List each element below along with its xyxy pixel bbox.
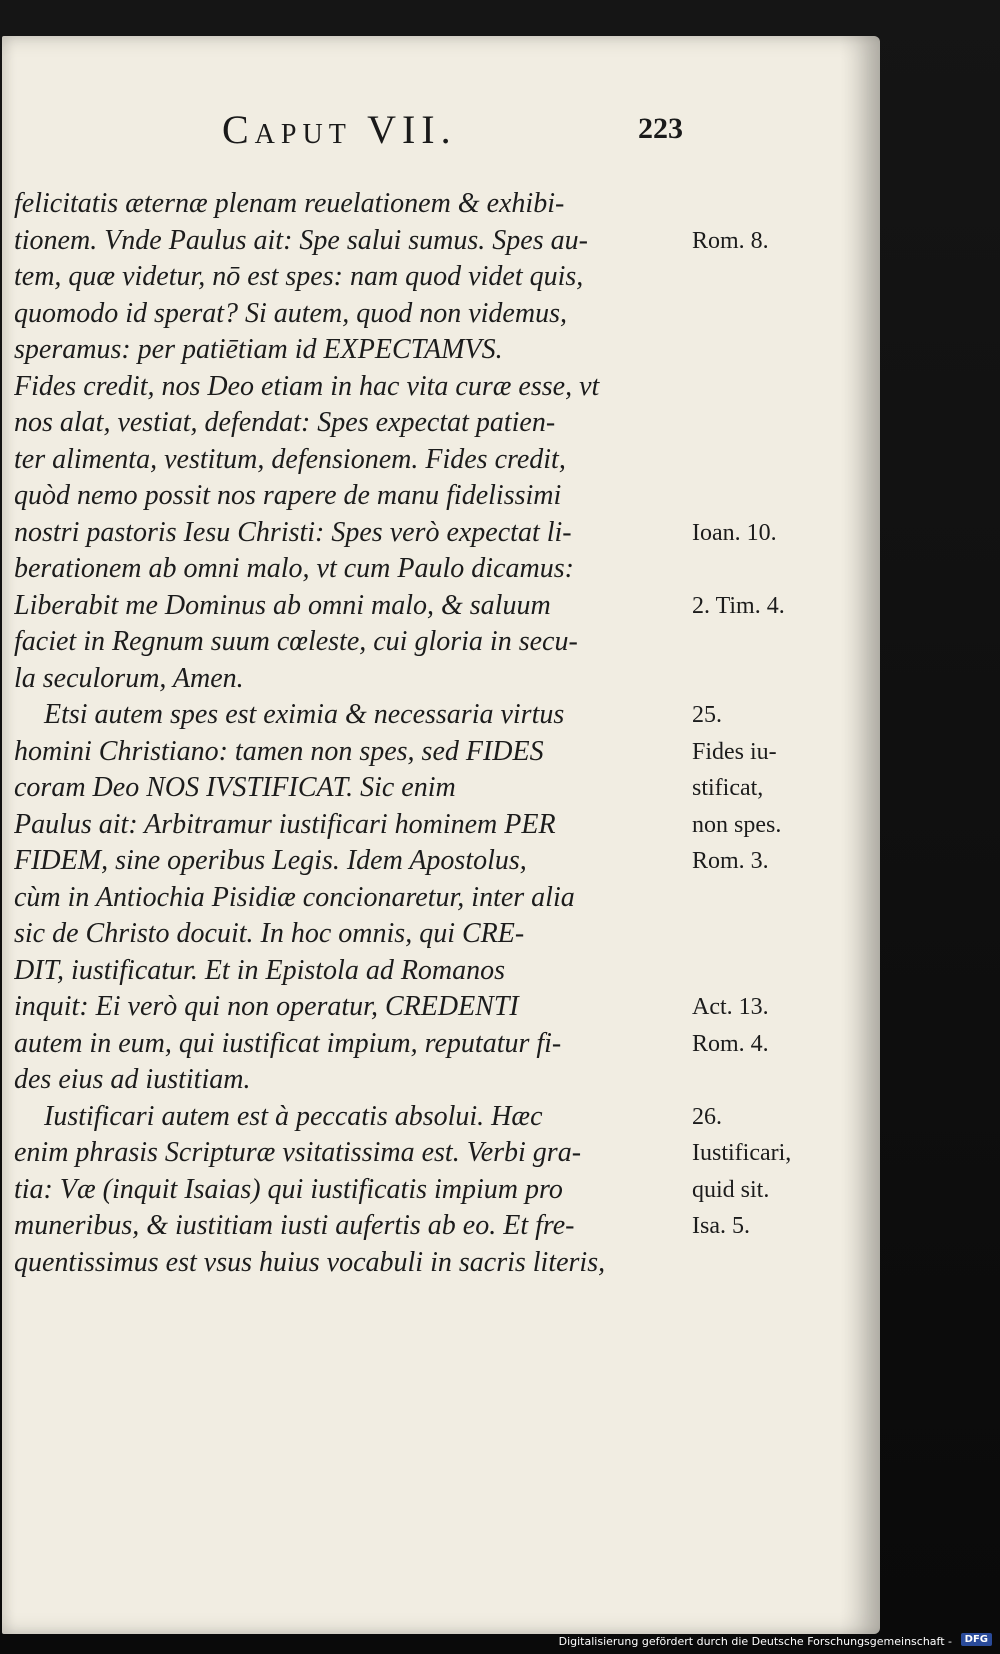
marginal-note: Rom. 3. — [692, 848, 769, 874]
text-line: tionem. Vnde Paulus ait: Spe salui sumus. Spes au- — [14, 224, 588, 256]
text-line: ter alimenta, vestitum, defensionem. Fides credit, — [14, 443, 566, 475]
text-line: autem in eum, qui iustificat impium, reputatur fi- — [14, 1027, 562, 1059]
text-line: nostri pastoris Iesu Christi: Spes verò expectat li- — [14, 516, 572, 548]
marginal-note: 2. Tim. 4. — [692, 592, 785, 619]
dfg-logo: DFG — [961, 1633, 992, 1646]
text-line: Liberabit me Dominus ab omni malo, & saluum — [14, 589, 551, 621]
marginal-note: Act. 13. — [692, 994, 769, 1020]
text-line: Iustificari autem est à peccatis absolui. Hæc — [44, 1100, 543, 1132]
marginal-note: stificat, — [692, 775, 764, 801]
marginal-note: non spes. — [692, 811, 782, 838]
text-line: enim phrasis Scripturæ vsitatissima est. Verbi gra- — [14, 1137, 582, 1168]
text-line: tem, quæ videtur, nō est spes: nam quod videt quis, — [14, 261, 584, 292]
marginal-note: quid sit. — [692, 1176, 770, 1203]
marginal-note: Rom. 4. — [692, 1030, 769, 1057]
book-page — [2, 36, 880, 1634]
marginal-note: Ioan. 10. — [692, 519, 777, 546]
marginal-note: Fides iu- — [692, 738, 777, 765]
text-line: FIDEM, sine operibus Legis. Idem Apostolus, — [14, 845, 527, 876]
marginal-note: 26. — [692, 1103, 722, 1130]
text-line: inquit: Ei verò qui non operatur, CREDENTI — [14, 991, 519, 1022]
text-line: muneribus, & iustitiam iusti aufertis ab eo. Et fre- — [14, 1210, 575, 1241]
text-line: Fides credit, nos Deo etiam in hac vita curæ esse, vt — [14, 370, 600, 402]
page-number: 223 — [638, 112, 683, 145]
text-line: Paulus ait: Arbitramur iustificari hominem PER — [14, 808, 556, 840]
text-line: quentissimus est vsus huius vocabuli in sacris literis, — [14, 1246, 606, 1278]
text-line: berationem ab omni malo, vt cum Paulo dicamus: — [14, 553, 574, 584]
text-line: sic de Christo docuit. In hoc omnis, qui CRE- — [14, 918, 525, 949]
text-line: cùm in Antiochia Pisidiæ concionaretur, inter alia — [14, 881, 575, 913]
text-line: tia: Væ (inquit Isaias) qui iustificatis impium pro — [14, 1173, 563, 1205]
text-line: la seculorum, Amen. — [14, 662, 244, 694]
page-header — [2, 100, 880, 160]
running-head: Caput VII. — [222, 107, 457, 152]
text-line: quomodo id sperat? Si autem, quod non videmus, — [14, 297, 567, 329]
text-line: des eius ad iustitiam. — [14, 1064, 251, 1095]
text-line: speramus: per patiētiam id EXPECTAMVS. — [14, 334, 503, 365]
marginal-note: Isa. 5. — [692, 1213, 750, 1239]
main-text-column — [14, 186, 684, 1281]
text-line: felicitatis æternæ plenam reuelationem & exhibi- — [14, 188, 565, 219]
text-line: nos alat, vestiat, defendat: Spes expectat patien- — [14, 407, 556, 438]
text-line: DIT, iustificatur. Et in Epistola ad Romanos — [14, 954, 506, 986]
text-line: faciet in Regnum suum cœleste, cui gloria in secu- — [14, 626, 578, 657]
text-line: Etsi autem spes est eximia & necessaria virtus — [44, 699, 565, 730]
marginal-note: Iustificari, — [692, 1140, 792, 1166]
marginal-note: 25. — [692, 702, 722, 728]
text-line: coram Deo NOS IVSTIFICAT. Sic enim — [14, 772, 456, 803]
marginal-note: Rom. 8. — [692, 227, 769, 254]
text-line: homini Christiano: tamen non spes, sed FIDES — [14, 735, 544, 767]
digitization-credit: Digitalisierung gefördert durch die Deutsche Forschungsgemeinschaft - — [558, 1635, 952, 1648]
text-line: quòd nemo possit nos rapere de manu fidelissimi — [14, 480, 562, 511]
